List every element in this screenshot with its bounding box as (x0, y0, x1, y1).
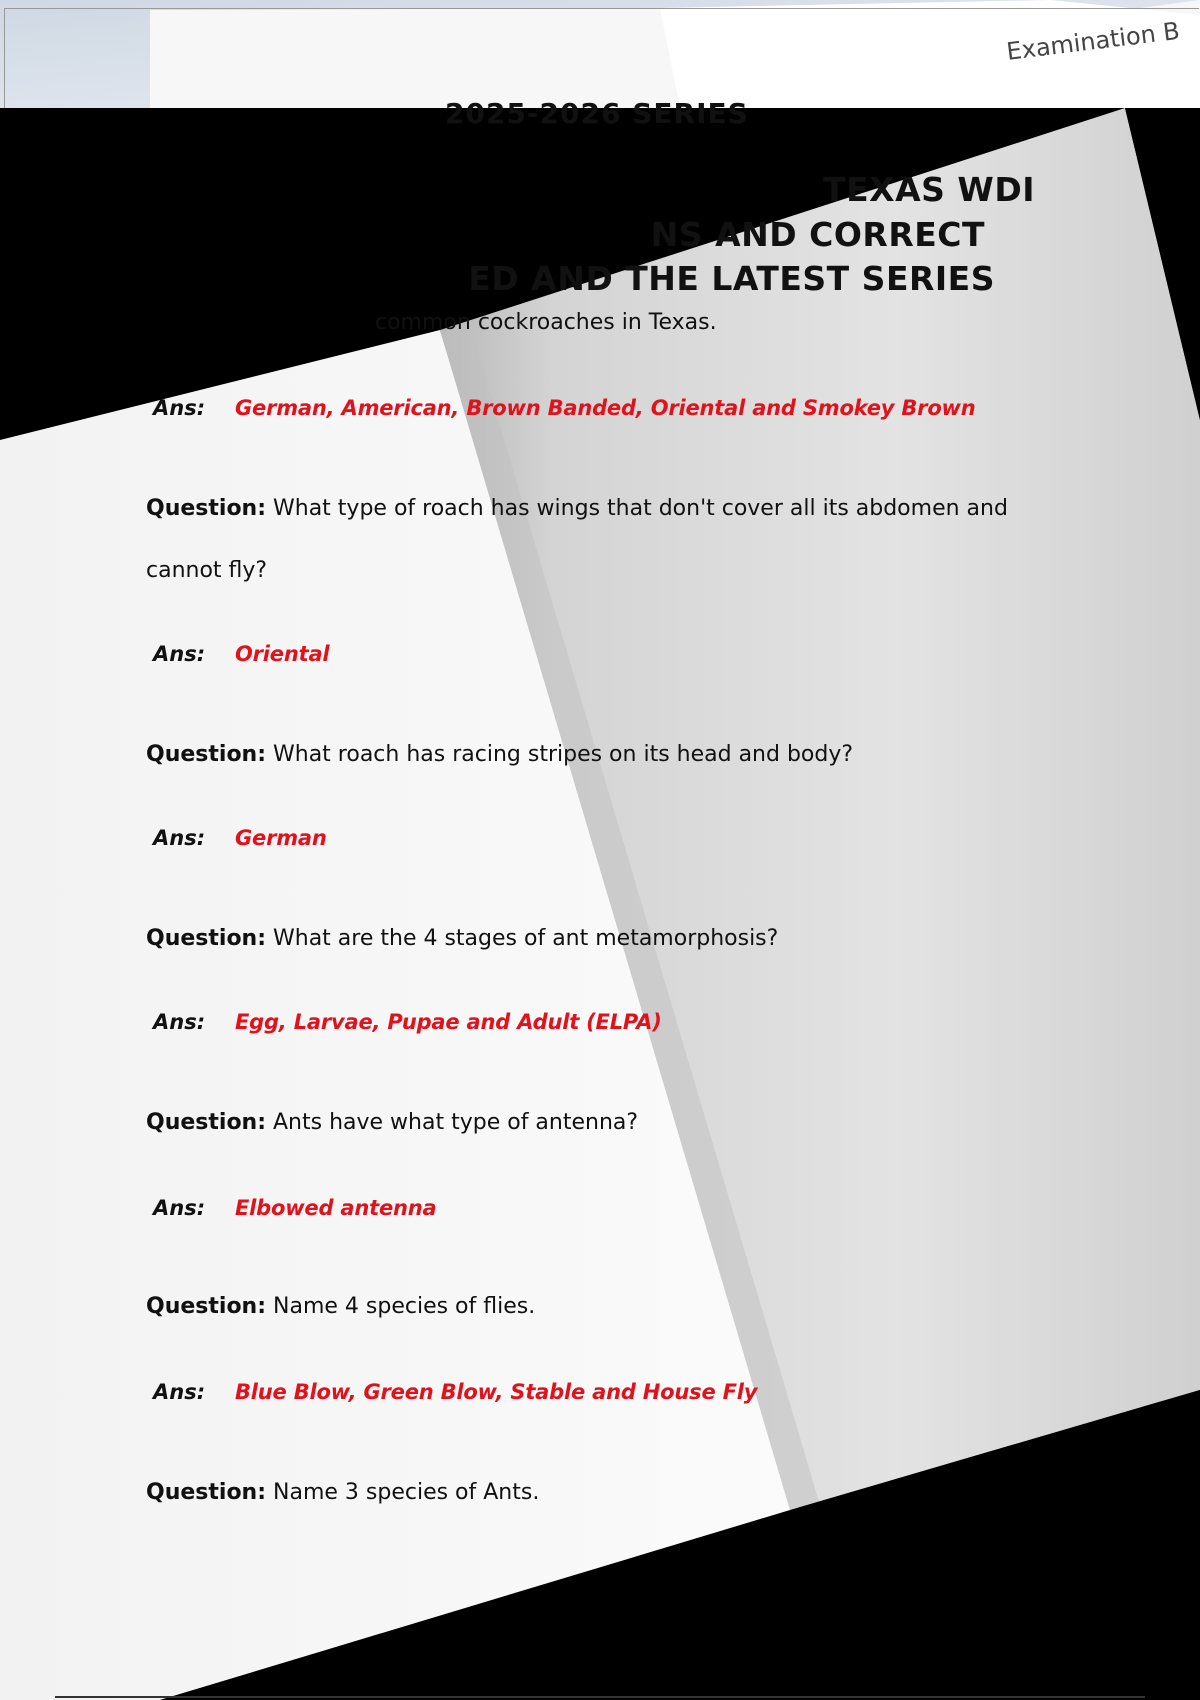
answer-label: Ans: (153, 826, 206, 850)
answer-label: Ans: (153, 642, 206, 666)
question-text (146, 908, 1026, 970)
question-text (146, 478, 1026, 602)
answer-label: Ans: (153, 396, 206, 420)
answer-text: Egg, Larvae, Pupae and Adult (ELPA) (235, 1010, 662, 1034)
question-label: Question: (146, 1480, 267, 1505)
answer-text: Oriental (235, 642, 330, 666)
answer-text: Blue Blow, Green Blow, Stable and House Fly (235, 1380, 758, 1404)
question-body: What type of roach has wings that don't cover all its abdomen and cannot fly? (146, 496, 1008, 583)
answer-label: Ans: (153, 1010, 206, 1034)
title-line-2: NS AND CORRECT (650, 215, 985, 254)
answer-text: Elbowed antenna (235, 1196, 437, 1220)
question-text (146, 1276, 1026, 1338)
exam-label: Examination B (1005, 16, 1182, 66)
question-body: Name 3 species of Ants. (266, 1480, 540, 1505)
question-fragment: common cockroaches in Texas. (375, 310, 717, 335)
question-label: Question: (146, 926, 267, 951)
question-body: Ants have what type of antenna? (266, 1110, 639, 1135)
question-label: Question: (146, 1110, 267, 1135)
question-body: What roach has racing stripes on its head and body? (266, 742, 854, 767)
series-heading-fragment (445, 92, 765, 110)
question-text (146, 1092, 1026, 1154)
answer-text: German, American, Brown Banded, Oriental and Smokey Brown (235, 396, 976, 420)
title-line-3: ED AND THE LATEST SERIES (468, 259, 995, 298)
question-label: Question: (146, 742, 267, 767)
question-text (146, 724, 1026, 786)
question-body: What are the 4 stages of ant metamorphosis? (266, 926, 779, 951)
question-text (146, 1462, 1026, 1524)
title-line-1: TEXAS WDI (823, 170, 1035, 209)
answer-text: German (235, 826, 327, 850)
question-label: Question: (146, 496, 267, 521)
answer-label: Ans: (153, 1196, 206, 1220)
bottom-rule (55, 1696, 1145, 1698)
question-body: Name 4 species of flies. (266, 1294, 536, 1319)
question-label: Question: (146, 1294, 267, 1319)
answer-label: Ans: (153, 1380, 206, 1404)
